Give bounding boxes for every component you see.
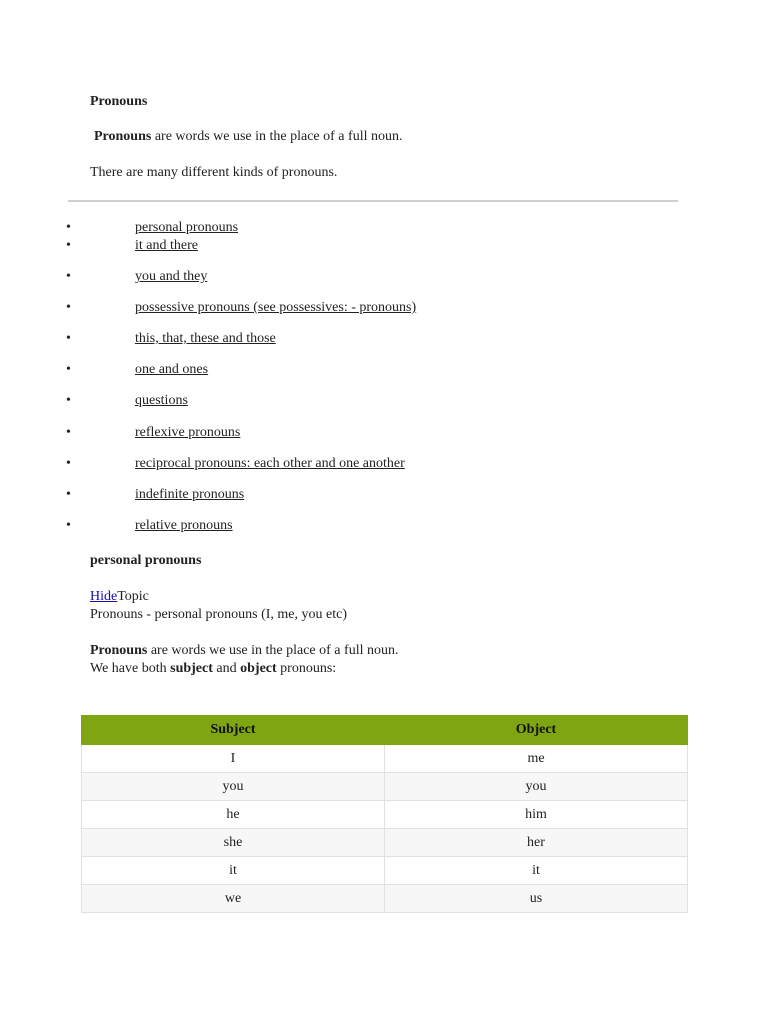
subject-term: subject	[170, 661, 213, 676]
object-cell: me	[385, 745, 688, 773]
intro-text: are words we use in the place of a full noun.	[151, 129, 403, 144]
link-relative-pronouns[interactable]: relative pronouns	[135, 518, 233, 533]
hide-topic-row	[90, 589, 149, 605]
intro-bold-term: Pronouns	[94, 129, 152, 144]
horizontal-divider	[68, 200, 678, 202]
link-questions[interactable]: questions	[135, 393, 188, 408]
table-row	[82, 829, 688, 857]
bullet-icon: •	[66, 220, 71, 235]
line-text: and	[212, 661, 241, 676]
list-item	[0, 268, 700, 286]
intro-second-line: There are many different kinds of pronouns.	[90, 165, 338, 180]
topic-label: Topic	[117, 589, 149, 604]
subject-cell: we	[82, 885, 385, 913]
link-you-and-they[interactable]: you and they	[135, 269, 208, 284]
link-reciprocal-pronouns[interactable]: reciprocal pronouns: each other and one another	[135, 456, 405, 471]
link-reflexive-pronouns[interactable]: reflexive pronouns	[135, 425, 241, 440]
table-header-row	[82, 716, 688, 745]
link-this-that-these-those[interactable]: this, that, these and those	[135, 331, 276, 346]
list-item	[0, 237, 700, 255]
list-item	[0, 486, 700, 504]
subject-cell: I	[82, 745, 385, 773]
subject-cell: it	[82, 857, 385, 885]
subject-cell: she	[82, 829, 385, 857]
object-term: object	[240, 661, 277, 676]
object-cell: it	[385, 857, 688, 885]
list-item	[0, 299, 700, 317]
table-row	[82, 857, 688, 885]
subject-object-line	[90, 661, 336, 677]
header-object: Object	[385, 716, 688, 745]
list-item	[0, 455, 700, 473]
bullet-icon: •	[66, 269, 71, 284]
bullet-icon: •	[66, 518, 71, 533]
pronoun-table	[81, 715, 688, 913]
list-item	[0, 517, 700, 535]
list-item	[0, 361, 700, 379]
table-row	[82, 773, 688, 801]
bullet-icon: •	[66, 362, 71, 377]
table-row	[82, 745, 688, 773]
bullet-icon: •	[66, 456, 71, 471]
definition-text: are words we use in the place of a full noun.	[147, 643, 399, 658]
link-it-and-there[interactable]: it and there	[135, 238, 198, 253]
topic-description: Pronouns - personal pronouns (I, me, you etc)	[90, 607, 348, 622]
bullet-icon: •	[66, 300, 71, 315]
line-text: We have both	[90, 661, 171, 676]
subject-cell: you	[82, 773, 385, 801]
object-cell: you	[385, 773, 688, 801]
table-row	[82, 801, 688, 829]
list-item	[0, 392, 700, 410]
list-item	[0, 219, 700, 237]
definition-line	[90, 643, 398, 659]
table-row	[82, 885, 688, 913]
intro-paragraph	[94, 129, 402, 145]
list-item	[0, 330, 700, 348]
link-indefinite-pronouns[interactable]: indefinite pronouns	[135, 487, 245, 502]
hide-link[interactable]: Hide	[90, 589, 118, 604]
subject-cell: he	[82, 801, 385, 829]
link-personal-pronouns[interactable]: personal pronouns	[135, 220, 239, 235]
definition-bold-term: Pronouns	[90, 643, 148, 658]
bullet-icon: •	[66, 487, 71, 502]
bullet-icon: •	[66, 425, 71, 440]
bullet-icon: •	[66, 393, 71, 408]
page-title: Pronouns	[90, 94, 148, 109]
object-cell: us	[385, 885, 688, 913]
link-one-and-ones[interactable]: one and ones	[135, 362, 209, 377]
object-cell: him	[385, 801, 688, 829]
line-text: pronouns:	[276, 661, 337, 676]
list-item	[0, 424, 700, 442]
header-subject: Subject	[82, 716, 385, 745]
link-possessive-pronouns[interactable]: possessive pronouns (see possessives: - pronouns)	[135, 300, 417, 315]
section-title: personal pronouns	[90, 553, 202, 568]
bullet-icon: •	[66, 331, 71, 346]
object-cell: her	[385, 829, 688, 857]
bullet-icon: •	[66, 238, 71, 253]
